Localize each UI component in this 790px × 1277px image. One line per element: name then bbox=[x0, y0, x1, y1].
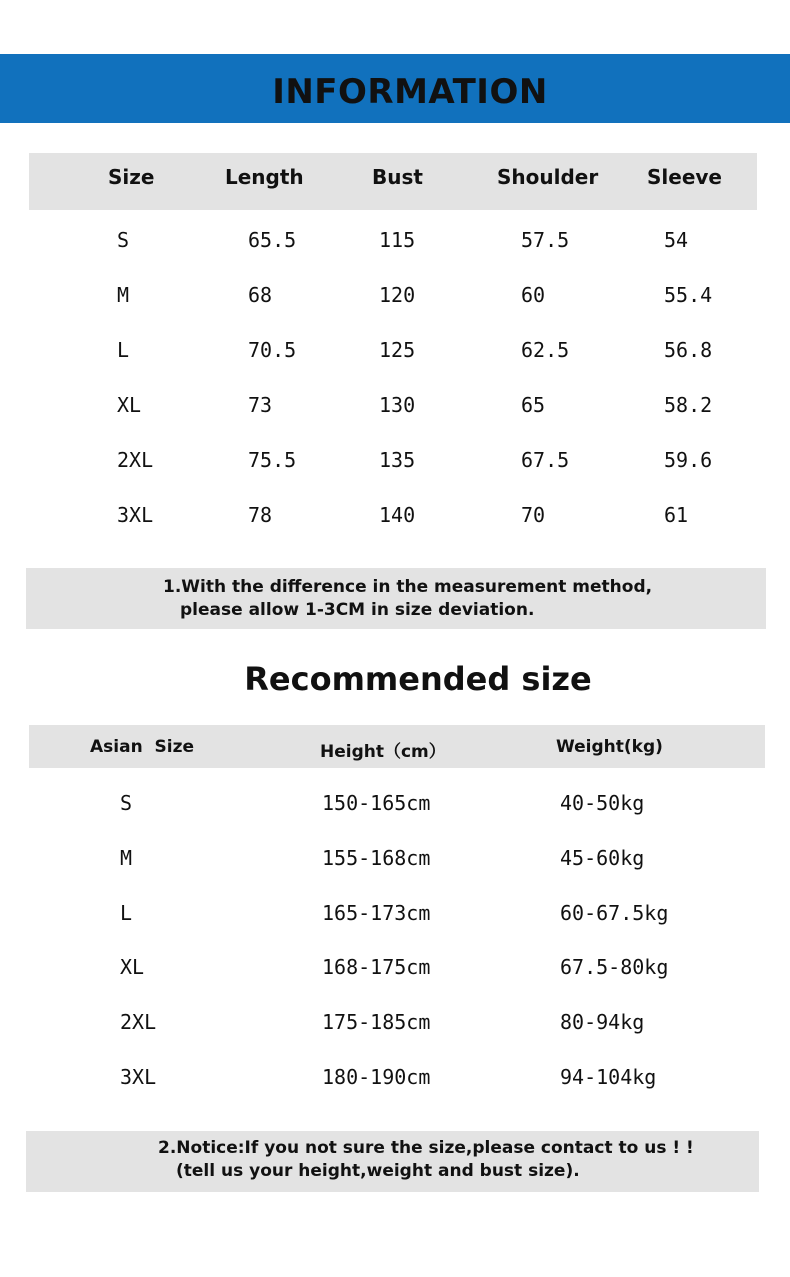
cell-height: 180-190cm bbox=[322, 1065, 431, 1089]
cell-asian-size: M bbox=[120, 846, 133, 870]
cell-sleeve: 55.4 bbox=[664, 283, 713, 307]
cell-bust: 115 bbox=[379, 228, 416, 252]
cell-height: 175-185cm bbox=[322, 1010, 431, 1034]
cell-length: 73 bbox=[248, 393, 273, 417]
cell-height: 150-165cm bbox=[322, 791, 431, 815]
notice-note-line2: (tell us your height,weight and bust size). bbox=[176, 1161, 580, 1181]
cell-shoulder: 60 bbox=[521, 283, 546, 307]
cell-sleeve: 59.6 bbox=[664, 448, 713, 472]
column-header-size: Size bbox=[108, 165, 155, 189]
cell-shoulder: 57.5 bbox=[521, 228, 570, 252]
cell-size: S bbox=[117, 228, 130, 252]
cell-bust: 140 bbox=[379, 503, 416, 527]
notice-note-line1: 2.Notice:If you not sure the size,please contact to us ! ! bbox=[158, 1138, 694, 1158]
cell-size: XL bbox=[117, 393, 142, 417]
cell-bust: 120 bbox=[379, 283, 416, 307]
cell-shoulder: 65 bbox=[521, 393, 546, 417]
column-header-asian-size: Asian Size bbox=[90, 737, 195, 757]
cell-length: 68 bbox=[248, 283, 273, 307]
cell-bust: 130 bbox=[379, 393, 416, 417]
column-header-shoulder: Shoulder bbox=[497, 165, 599, 189]
cell-height: 155-168cm bbox=[322, 846, 431, 870]
cell-size: 3XL bbox=[117, 503, 154, 527]
cell-length: 65.5 bbox=[248, 228, 297, 252]
cell-asian-size: 3XL bbox=[120, 1065, 157, 1089]
cell-sleeve: 61 bbox=[664, 503, 689, 527]
cell-asian-size: 2XL bbox=[120, 1010, 157, 1034]
measurement-note-line1: 1.With the difference in the measurement method, bbox=[163, 577, 653, 597]
recommended-size-title: Recommended size bbox=[244, 660, 592, 698]
cell-weight: 94-104kg bbox=[560, 1065, 657, 1089]
cell-shoulder: 70 bbox=[521, 503, 546, 527]
cell-bust: 135 bbox=[379, 448, 416, 472]
information-title: INFORMATION bbox=[272, 72, 548, 112]
cell-shoulder: 67.5 bbox=[521, 448, 570, 472]
column-header-length: Length bbox=[225, 165, 304, 189]
cell-sleeve: 58.2 bbox=[664, 393, 713, 417]
cell-weight: 45-60kg bbox=[560, 846, 645, 870]
cell-length: 78 bbox=[248, 503, 273, 527]
cell-asian-size: XL bbox=[120, 955, 145, 979]
cell-weight: 60-67.5kg bbox=[560, 901, 669, 925]
cell-shoulder: 62.5 bbox=[521, 338, 570, 362]
cell-height: 165-173cm bbox=[322, 901, 431, 925]
cell-weight: 40-50kg bbox=[560, 791, 645, 815]
cell-size: M bbox=[117, 283, 130, 307]
column-header-bust: Bust bbox=[372, 165, 423, 189]
cell-weight: 80-94kg bbox=[560, 1010, 645, 1034]
column-header-weight: Weight(kg) bbox=[556, 737, 663, 757]
cell-sleeve: 54 bbox=[664, 228, 689, 252]
column-header-sleeve: Sleeve bbox=[647, 165, 722, 189]
cell-length: 75.5 bbox=[248, 448, 297, 472]
cell-sleeve: 56.8 bbox=[664, 338, 713, 362]
cell-height: 168-175cm bbox=[322, 955, 431, 979]
cell-asian-size: S bbox=[120, 791, 133, 815]
cell-size: L bbox=[117, 338, 130, 362]
cell-length: 70.5 bbox=[248, 338, 297, 362]
cell-asian-size: L bbox=[120, 901, 133, 925]
measurement-note-line2: please allow 1-3CM in size deviation. bbox=[180, 600, 535, 620]
cell-bust: 125 bbox=[379, 338, 416, 362]
column-header-height: Height（cm） bbox=[320, 742, 446, 762]
cell-weight: 67.5-80kg bbox=[560, 955, 669, 979]
cell-size: 2XL bbox=[117, 448, 154, 472]
